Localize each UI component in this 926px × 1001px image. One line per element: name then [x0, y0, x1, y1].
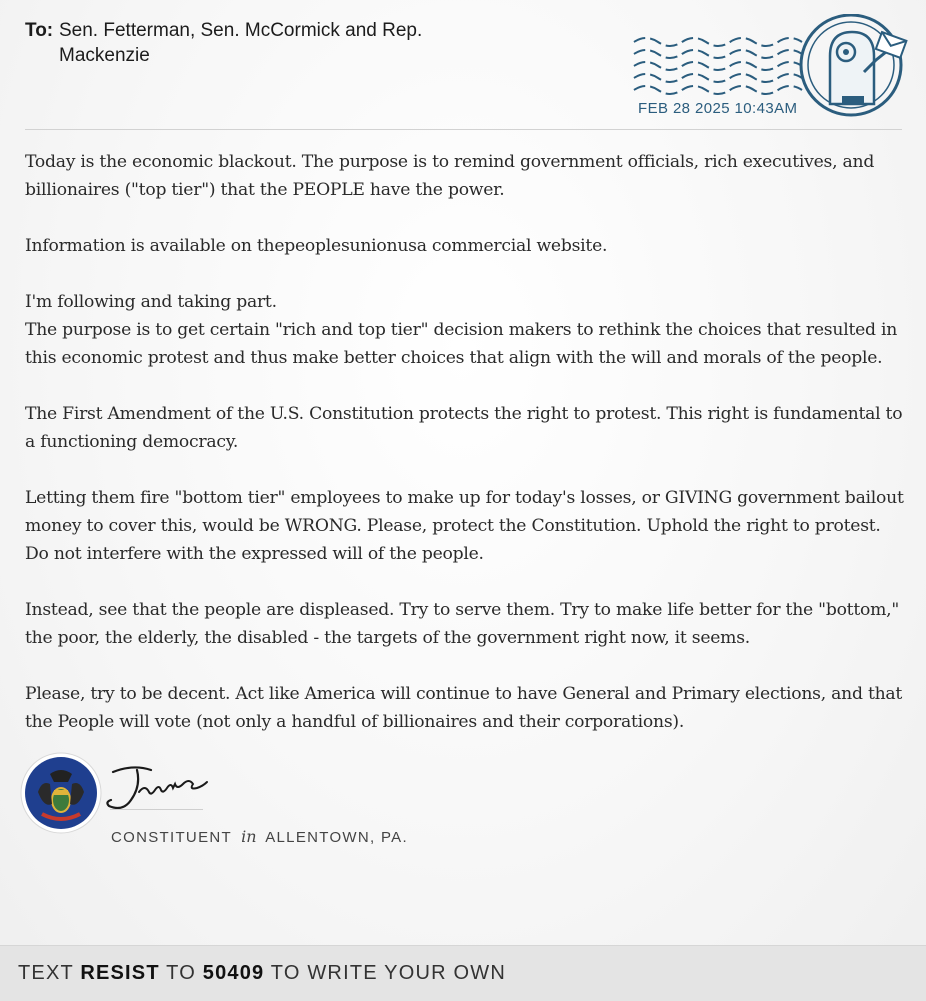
footer-middle: TO [166, 962, 196, 984]
location: ALLENTOWN, PA. [265, 829, 408, 846]
signature-underline [110, 809, 203, 810]
paragraph [25, 288, 905, 372]
paragraph-line: Today is the economic blackout. The purpose is to remind government officials, rich executives, and billionaires ("top tier") that the PEOPLE have the power. [25, 152, 875, 200]
footer-banner [0, 945, 926, 1001]
paragraph [25, 680, 905, 736]
paragraph [25, 148, 905, 204]
footer-number: 50409 [202, 962, 265, 984]
paragraph-line: Letting them fire "bottom tier" employees to make up for today's losses, or GIVING government bailout money to cover this, would be WRONG. Please, protect the Constitution. Uphold the right to protest. Do not interfere with the expressed will of the people. [25, 488, 904, 564]
recipients: Sen. Fetterman, Sen. McCormick and Rep. Mackenzie [59, 20, 423, 66]
paragraph-line: The First Amendment of the U.S. Constitution protects the right to protest. This right is fundamental to a functioning democracy. [25, 404, 903, 452]
letter-body [25, 148, 905, 764]
constituent-line [111, 827, 408, 846]
signature-icon [103, 762, 213, 814]
role-prefix: CONSTITUENT [111, 829, 232, 846]
paragraph [25, 596, 905, 652]
paragraph-line: Please, try to be decent. Act like America will continue to have General and Primary elections, and that the People will vote (not only a handful of billionaires and their corporations). [25, 684, 903, 732]
paragraph-line: I'm following and taking part. [25, 292, 277, 312]
postmark-stamp [632, 14, 912, 122]
paragraph-line: The purpose is to get certain "rich and top tier" decision makers to rethink the choices that resulted in this economic protest and thus make better choices that align with the will and morals of the people. [25, 320, 898, 368]
footer-keyword: RESIST [80, 962, 160, 984]
paragraph [25, 400, 905, 456]
paragraph [25, 232, 905, 260]
footer-prefix: TEXT [18, 962, 74, 984]
role-in: in [241, 827, 257, 846]
paragraph-line: Instead, see that the people are displeased. Try to serve them. Try to make life better for the "bottom," the poor, the elderly, the disabled - the targets of the government right now, it seems. [25, 600, 900, 648]
robot-mail-stamp-icon [801, 15, 906, 115]
footer-suffix: TO WRITE YOUR OWN [270, 962, 506, 984]
footer-cta [18, 962, 506, 985]
paragraph-line: Information is available on thepeoplesunionusa commercial website. [25, 236, 608, 256]
pennsylvania-seal-icon [20, 752, 102, 834]
header-divider [25, 129, 902, 130]
paragraph [25, 484, 905, 568]
to-label: To: [25, 20, 54, 41]
postmark-date: FEB 28 2025 10:43AM [638, 100, 798, 117]
